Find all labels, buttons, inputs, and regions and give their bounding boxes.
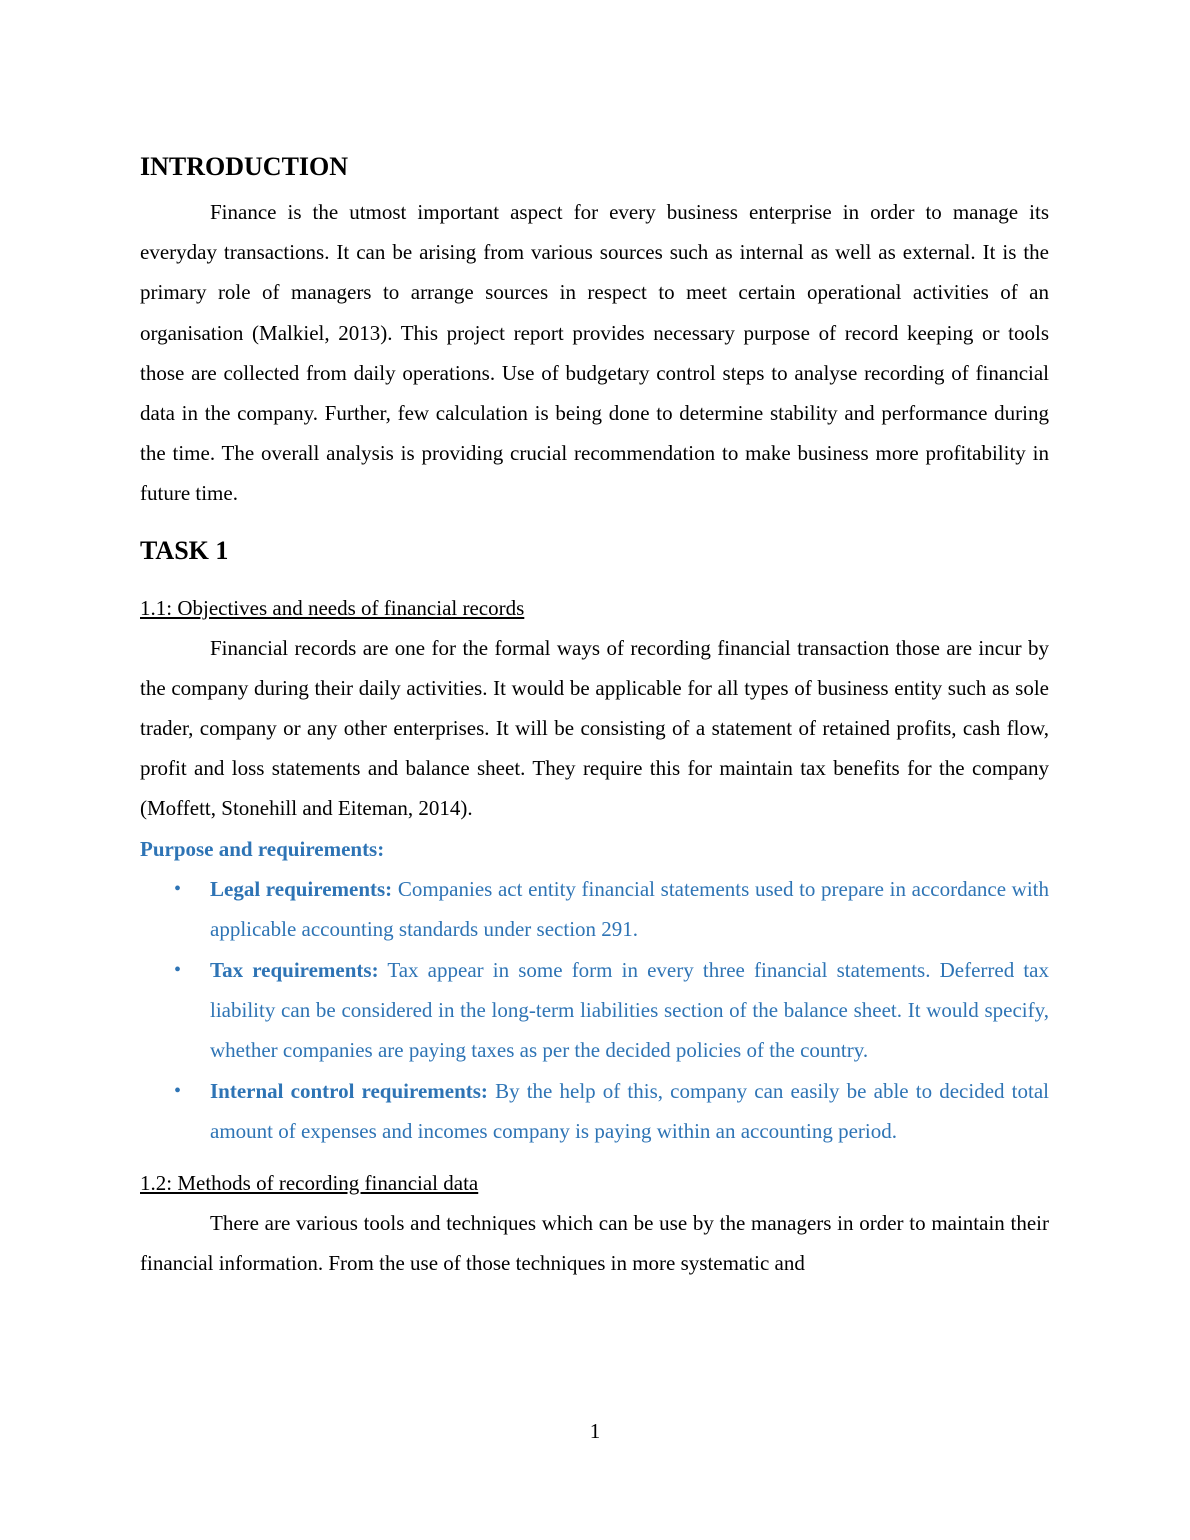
page-content <box>140 150 1049 1284</box>
bullet-text: By the help of this, company can easily be able to decided total amount of expenses and incomes company is paying within an accounting period. <box>210 1078 1049 1144</box>
section-1-1-paragraph: Financial records are one for the formal ways of recording financial transaction those are incur by the company during their daily activities. It would be applicable for all types of business entity such as sole trader, company or any other enterprises. It will be consisting of a statement of retained profits, cash flow, profit and loss statements and balance sheet. They require this for maintain tax benefits for the company (Moffett, Stonehill and Eiteman, 2014). <box>140 635 1049 821</box>
bullet-dot-icon: • <box>174 1079 182 1102</box>
bullet-term: Internal control requirements: <box>210 1078 488 1103</box>
list-item-legal-requirements <box>140 869 1049 949</box>
bullet-term: Tax requirements: <box>210 957 379 982</box>
section-1-2-title: 1.2: Methods of recording financial data <box>140 1171 479 1196</box>
bullet-term: Legal requirements: <box>210 876 393 901</box>
section-1-2-paragraph: There are various tools and techniques which can be use by the managers in order to maintain their financial information. From the use of those techniques in more systematic and <box>140 1211 1049 1276</box>
list-item-tax-requirements <box>140 950 1049 1071</box>
purpose-requirements-heading: Purpose and requirements: <box>140 836 385 861</box>
page-number: 1 <box>589 1419 601 1443</box>
bullet-dot-icon: • <box>174 877 182 900</box>
bullet-text: Tax appear in some form in every three financial statements. Deferred tax liability can be considered in the long-term liabilities section of the balance sheet. It would specify, whether companies are paying taxes as per the decided policies of the country. <box>210 957 1050 1063</box>
introduction-heading: INTRODUCTION <box>140 152 349 181</box>
list-item-internal-control-requirements <box>140 1071 1049 1151</box>
requirements-list <box>140 869 1049 1152</box>
section-1-1-title: 1.1: Objectives and needs of financial records <box>140 595 525 620</box>
bullet-dot-icon: • <box>174 958 182 981</box>
introduction-paragraph: Finance is the utmost important aspect for every business enterprise in order to manage its everyday transactions. It can be arising from various sources such as internal as well as external. It is the primary role of managers to arrange sources in respect to meet certain operational activities of an organisation (Malkiel, 2013). This project report provides necessary purpose of record keeping or tools those are collected from daily operations. Use of budgetary control steps to analyse recording of financial data in the company. Further, few calculation is being done to determine stability and performance during the time. The overall analysis is providing crucial recommendation to make business more profitability in future time. <box>140 200 1049 506</box>
bullet-text: Companies act entity financial statements used to prepare in accordance with applicable accounting standards under section 291. <box>210 876 1050 941</box>
task-1-heading: TASK 1 <box>140 535 229 565</box>
